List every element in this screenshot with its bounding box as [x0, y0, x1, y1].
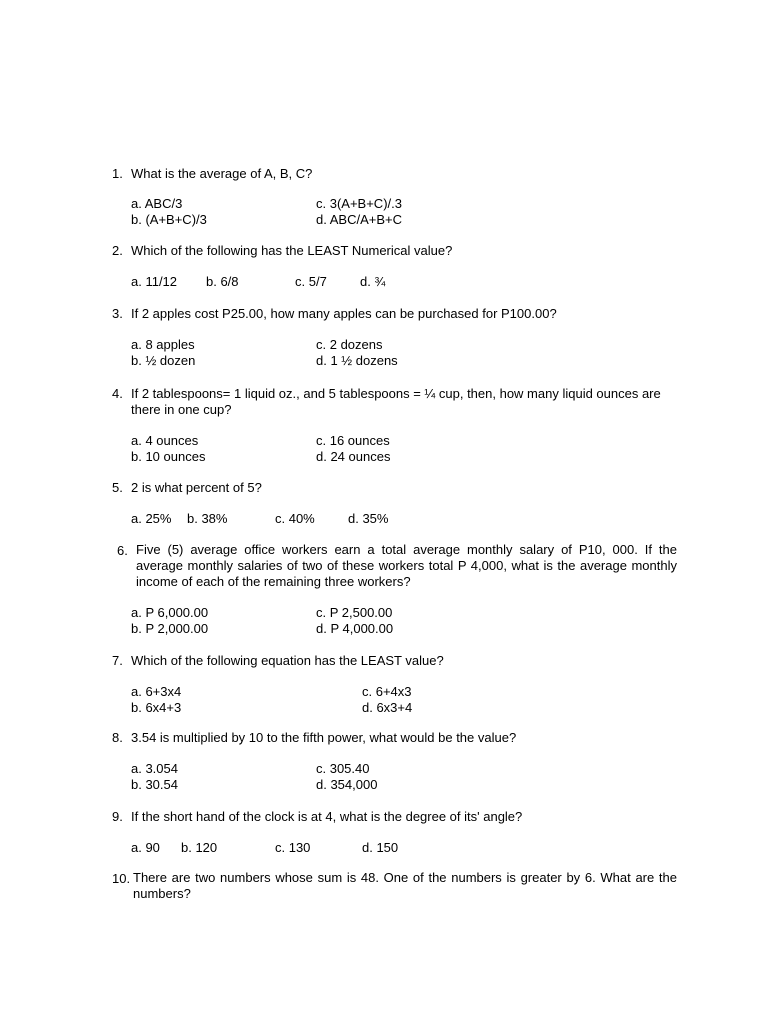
choice-a: a. 3.054 — [131, 761, 178, 776]
choice-b: b. P 2,000.00 — [131, 621, 209, 636]
question-text-cont: average monthly salaries of two of these workers total P 4,000, what is the average monthly — [136, 558, 677, 573]
question-text: If 2 tablespoons= 1 liquid oz., and 5 tablespoons = ¼ cup, then, how many liquid ounces are — [131, 386, 661, 401]
question-text-cont: there in one cup? — [131, 402, 232, 417]
question-number: 2. — [112, 243, 123, 258]
choice-c: c. 16 ounces — [316, 433, 390, 448]
choice-c: c. 305.40 — [316, 761, 370, 776]
question-text: What is the average of A, B, C? — [131, 166, 313, 181]
choice-d: d. P 4,000.00 — [316, 621, 394, 636]
choice-b: b. 120 — [181, 840, 218, 855]
choice-c: c. 6+4x3 — [362, 684, 412, 699]
choice-a: a. 4 ounces — [131, 433, 199, 448]
question-number: 8. — [112, 730, 123, 745]
question-text: Which of the following equation has the LEAST value? — [131, 653, 444, 668]
choice-d: d. 24 ounces — [316, 449, 391, 464]
choice-d: d. 354,000 — [316, 777, 378, 792]
choice-b: b. 30.54 — [131, 777, 178, 792]
question-text: Five (5) average office workers earn a total average monthly salary of P10, 000. If the — [136, 542, 677, 557]
choice-b: b. ½ dozen — [131, 353, 196, 368]
choice-c: c. P 2,500.00 — [316, 605, 393, 620]
question-text-cont: income of each of the remaining three workers? — [136, 574, 411, 589]
choice-d: d. 1 ½ dozens — [316, 353, 398, 368]
choice-a: a. ABC/3 — [131, 196, 183, 211]
choice-b: b. (A+B+C)/3 — [131, 212, 207, 227]
question-text-cont: numbers? — [133, 886, 191, 901]
choice-b: b. 38% — [187, 511, 228, 526]
question-number: 3. — [112, 306, 123, 321]
question-number: 9. — [112, 809, 123, 824]
choice-b: b. 10 ounces — [131, 449, 206, 464]
choice-d: d. ABC/A+B+C — [316, 212, 402, 227]
choice-a: a. 25% — [131, 511, 172, 526]
choice-d: d. 35% — [348, 511, 389, 526]
question-text: 3.54 is multiplied by 10 to the fifth power, what would be the value? — [131, 730, 517, 745]
question-number: 7. — [112, 653, 123, 668]
choice-c: c. 40% — [275, 511, 315, 526]
choice-d: d. 150 — [362, 840, 399, 855]
choice-a: a. P 6,000.00 — [131, 605, 209, 620]
choice-d: d. 6x3+4 — [362, 700, 413, 715]
question-number: 6. — [117, 543, 128, 558]
choice-c: c. 3(A+B+C)/.3 — [316, 196, 402, 211]
choice-b: b. 6/8 — [206, 274, 239, 289]
choice-a: a. 11/12 — [131, 274, 178, 289]
question-text: 2 is what percent of 5? — [131, 480, 262, 495]
choice-b: b. 6x4+3 — [131, 700, 182, 715]
question-number: 5. — [112, 480, 123, 495]
question-text: If the short hand of the clock is at 4, what is the degree of its' angle? — [131, 809, 523, 824]
question-text: There are two numbers whose sum is 48. One of the numbers is greater by 6. What are the — [133, 870, 677, 885]
choice-a: a. 90 — [131, 840, 160, 855]
question-number: 10. — [112, 871, 131, 886]
question-number: 1. — [112, 166, 123, 181]
choice-c: c. 130 — [275, 840, 311, 855]
choice-a: a. 8 apples — [131, 337, 195, 352]
question-text: If 2 apples cost P25.00, how many apples can be purchased for P100.00? — [131, 306, 557, 321]
question-text: Which of the following has the LEAST Numerical value? — [131, 243, 453, 258]
question-number: 4. — [112, 386, 123, 401]
choice-a: a. 6+3x4 — [131, 684, 182, 699]
choice-d: d. ¾ — [360, 274, 386, 289]
choice-c: c. 2 dozens — [316, 337, 383, 352]
choice-c: c. 5/7 — [295, 274, 327, 289]
